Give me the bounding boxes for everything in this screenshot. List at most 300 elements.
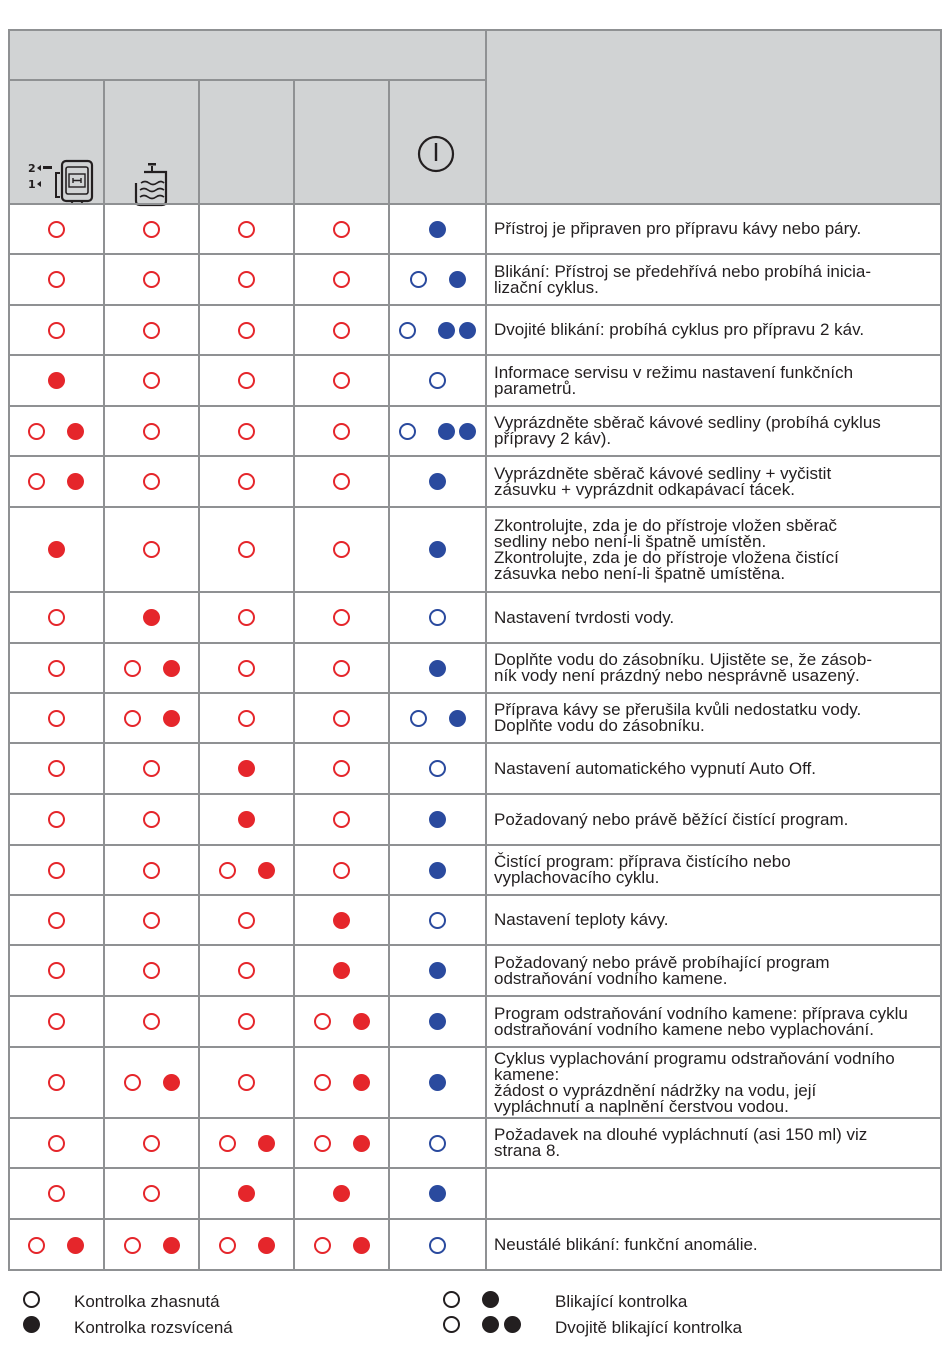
indicator-off bbox=[333, 322, 350, 339]
row-divider bbox=[8, 1117, 942, 1119]
indicator-lit bbox=[438, 423, 455, 440]
table-row bbox=[8, 643, 942, 693]
row-description bbox=[494, 592, 940, 643]
double-lit-pair bbox=[438, 423, 476, 440]
indicator-cell-power bbox=[389, 1168, 486, 1219]
indicator-off bbox=[143, 912, 160, 929]
indicator-cell-col3 bbox=[199, 996, 294, 1047]
indicator-off bbox=[143, 221, 160, 238]
row-description-text: Cyklus vyplachování programu odstraňování vodního kamene: žádost o vyprázdnění nádržky na vodu, její vypláchnutí a naplnění čerstvou vodou. bbox=[494, 1048, 895, 1116]
indicator-off bbox=[333, 862, 350, 879]
indicator-cell-col3 bbox=[199, 743, 294, 794]
indicator-off bbox=[238, 962, 255, 979]
indicator-off bbox=[314, 1135, 331, 1152]
indicator-state bbox=[48, 811, 65, 828]
column-divider bbox=[293, 79, 295, 1271]
indicator-state bbox=[429, 372, 446, 389]
indicator-state bbox=[429, 862, 446, 879]
indicator-off bbox=[219, 1237, 236, 1254]
row-description-text: Neustálé blikání: funkční anomálie. bbox=[494, 1235, 758, 1254]
indicator-off bbox=[48, 760, 65, 777]
indicator-state bbox=[399, 423, 476, 440]
indicator-state bbox=[143, 912, 160, 929]
indicator-state bbox=[48, 322, 65, 339]
row-description bbox=[494, 456, 940, 507]
indicator-state bbox=[238, 1185, 255, 1202]
indicator-off bbox=[143, 760, 160, 777]
border-top bbox=[8, 29, 942, 31]
row-description bbox=[494, 1168, 940, 1219]
indicator-off bbox=[28, 1237, 45, 1254]
indicator-cell-col4 bbox=[294, 794, 389, 845]
indicator-cell-power bbox=[389, 794, 486, 845]
indicator-cell-tank bbox=[104, 1047, 199, 1118]
indicator-lit bbox=[238, 1185, 255, 1202]
indicator-cell-filter bbox=[8, 305, 104, 355]
indicator-cell-filter bbox=[8, 996, 104, 1047]
indicator-state bbox=[143, 271, 160, 288]
indicator-cell-power bbox=[389, 693, 486, 743]
indicator-lit bbox=[163, 1074, 180, 1091]
row-divider bbox=[8, 944, 942, 946]
indicator-state bbox=[429, 1135, 446, 1152]
indicator-state bbox=[219, 1135, 275, 1152]
column-divider bbox=[388, 79, 390, 1271]
double-lit-pair bbox=[438, 322, 476, 339]
indicator-cell-col3 bbox=[199, 1168, 294, 1219]
row-divider bbox=[8, 304, 942, 306]
indicator-state bbox=[48, 760, 65, 777]
indicator-cell-tank bbox=[104, 592, 199, 643]
indicator-state bbox=[143, 322, 160, 339]
indicator-state bbox=[238, 912, 255, 929]
row-description bbox=[494, 643, 940, 693]
indicator-off bbox=[238, 322, 255, 339]
row-divider bbox=[8, 354, 942, 356]
indicator-state bbox=[143, 372, 160, 389]
indicator-off bbox=[314, 1013, 331, 1030]
indicator-state bbox=[48, 660, 65, 677]
indicator-cell-col3 bbox=[199, 305, 294, 355]
legend bbox=[0, 1284, 950, 1354]
indicator-cell-power bbox=[389, 592, 486, 643]
indicator-off bbox=[124, 710, 141, 727]
indicator-cell-col4 bbox=[294, 305, 389, 355]
indicator-off bbox=[333, 609, 350, 626]
indicator-lit bbox=[163, 710, 180, 727]
row-description bbox=[494, 895, 940, 945]
indicator-state bbox=[429, 811, 446, 828]
indicator-state bbox=[238, 322, 255, 339]
indicator-off bbox=[143, 1185, 160, 1202]
indicator-off bbox=[219, 862, 236, 879]
row-description bbox=[494, 204, 940, 254]
legend-double-blink-label: Dvojitě blikající kontrolka bbox=[555, 1318, 743, 1337]
indicator-off bbox=[238, 541, 255, 558]
indicator-off bbox=[143, 811, 160, 828]
header-split bbox=[8, 79, 486, 81]
row-description-text: Nastavení teploty kávy. bbox=[494, 910, 669, 929]
indicator-off bbox=[238, 1074, 255, 1091]
indicator-cell-col3 bbox=[199, 592, 294, 643]
indicator-off bbox=[238, 912, 255, 929]
indicator-state bbox=[238, 760, 255, 777]
indicator-cell-col4 bbox=[294, 254, 389, 305]
indicator-lit bbox=[48, 372, 65, 389]
indicator-state bbox=[238, 423, 255, 440]
indicator-state bbox=[238, 660, 255, 677]
indicator-off bbox=[333, 811, 350, 828]
indicator-state bbox=[429, 912, 446, 929]
indicator-state bbox=[143, 1135, 160, 1152]
indicator-cell-col4 bbox=[294, 406, 389, 456]
row-description-text: Čistící program: příprava čistícího nebo vyplachovacího cyklu. bbox=[494, 852, 791, 887]
table-row bbox=[8, 456, 942, 507]
indicator-off bbox=[238, 372, 255, 389]
indicator-cell-col3 bbox=[199, 845, 294, 895]
indicator-state bbox=[143, 962, 160, 979]
indicator-cell-power bbox=[389, 507, 486, 592]
indicator-state bbox=[124, 710, 180, 727]
indicator-lit bbox=[429, 811, 446, 828]
indicator-state bbox=[333, 322, 350, 339]
border-right bbox=[940, 29, 942, 1271]
indicator-off bbox=[429, 912, 446, 929]
indicator-off bbox=[48, 1135, 65, 1152]
indicator-lit bbox=[429, 1074, 446, 1091]
indicator-state bbox=[219, 862, 275, 879]
indicator-off bbox=[143, 1013, 160, 1030]
indicator-off bbox=[143, 423, 160, 440]
indicator-cell-power bbox=[389, 1047, 486, 1118]
indicator-state bbox=[143, 221, 160, 238]
indicator-cell-tank bbox=[104, 643, 199, 693]
indicator-state bbox=[28, 423, 84, 440]
indicator-off bbox=[143, 1135, 160, 1152]
legend-on-symbol bbox=[23, 1316, 40, 1333]
indicator-state bbox=[333, 760, 350, 777]
indicator-off bbox=[48, 1013, 65, 1030]
indicator-cell-power bbox=[389, 305, 486, 355]
indicator-off bbox=[48, 660, 65, 677]
indicator-state bbox=[429, 962, 446, 979]
indicator-state bbox=[429, 760, 446, 777]
indicator-cell-tank bbox=[104, 1219, 199, 1271]
indicator-cell-power bbox=[389, 743, 486, 794]
indicator-off bbox=[48, 912, 65, 929]
indicator-state bbox=[238, 473, 255, 490]
indicator-state bbox=[143, 862, 160, 879]
indicator-cell-col3 bbox=[199, 204, 294, 254]
indicator-cell-col4 bbox=[294, 945, 389, 996]
indicator-off bbox=[238, 271, 255, 288]
indicator-cell-power bbox=[389, 456, 486, 507]
table-row bbox=[8, 507, 942, 592]
indicator-cell-col3 bbox=[199, 406, 294, 456]
indicator-off bbox=[48, 962, 65, 979]
indicator-cell-col4 bbox=[294, 743, 389, 794]
indicator-state bbox=[429, 1074, 446, 1091]
indicator-cell-tank bbox=[104, 1168, 199, 1219]
indicator-state bbox=[333, 710, 350, 727]
indicator-cell-col4 bbox=[294, 1168, 389, 1219]
legend-blink-symbol bbox=[443, 1291, 499, 1308]
indicator-state bbox=[429, 1013, 446, 1030]
indicator-state bbox=[314, 1135, 370, 1152]
indicator-cell-filter bbox=[8, 1219, 104, 1271]
legend-blink-label: Blikající kontrolka bbox=[555, 1292, 688, 1311]
row-description-text: Program odstraňování vodního kamene: příprava cyklu odstraňování vodního kamene nebo vyplachování. bbox=[494, 1003, 908, 1039]
row-divider bbox=[8, 995, 942, 997]
indicator-off bbox=[429, 609, 446, 626]
indicator-off bbox=[219, 1135, 236, 1152]
row-divider bbox=[8, 1046, 942, 1048]
indicator-table bbox=[8, 29, 942, 1271]
indicator-cell-tank bbox=[104, 693, 199, 743]
indicator-cell-power bbox=[389, 945, 486, 996]
indicator-lit bbox=[353, 1013, 370, 1030]
table-row bbox=[8, 254, 942, 305]
indicator-off bbox=[333, 221, 350, 238]
indicator-cell-tank bbox=[104, 1118, 199, 1168]
indicator-cell-filter bbox=[8, 845, 104, 895]
indicator-off bbox=[333, 473, 350, 490]
table-row bbox=[8, 945, 942, 996]
indicator-off bbox=[399, 423, 416, 440]
indicator-state bbox=[429, 609, 446, 626]
row-description-text: Informace servisu v režimu nastavení funkčních parametrů. bbox=[494, 362, 854, 398]
indicator-cell-col4 bbox=[294, 996, 389, 1047]
indicator-state bbox=[238, 1074, 255, 1091]
indicator-off bbox=[410, 271, 427, 288]
table-row bbox=[8, 1047, 942, 1118]
row-description bbox=[494, 305, 940, 355]
indicator-state bbox=[48, 372, 65, 389]
indicator-state bbox=[238, 710, 255, 727]
row-description bbox=[494, 945, 940, 996]
indicator-off bbox=[333, 541, 350, 558]
indicator-cell-col4 bbox=[294, 355, 389, 406]
indicator-off bbox=[429, 760, 446, 777]
row-description-text: Vyprázdněte sběrač kávové sedliny (probíhá cyklus přípravy 2 káv). bbox=[494, 413, 881, 448]
indicator-state bbox=[143, 1013, 160, 1030]
indicator-cell-col3 bbox=[199, 1118, 294, 1168]
row-description bbox=[494, 996, 940, 1047]
indicator-off bbox=[48, 322, 65, 339]
row-description-text: Doplňte vodu do zásobníku. Ujistěte se, že zásob- ník vody není prázdný nebo nesprávně usazený. bbox=[494, 650, 872, 685]
row-divider bbox=[8, 591, 942, 593]
indicator-cell-power bbox=[389, 254, 486, 305]
row-description bbox=[494, 355, 940, 406]
indicator-state bbox=[333, 962, 350, 979]
indicator-off bbox=[28, 423, 45, 440]
row-description-text: Dvojité blikání: probíhá cyklus pro přípravu 2 káv. bbox=[494, 320, 865, 339]
indicator-off bbox=[238, 221, 255, 238]
indicator-cell-col3 bbox=[199, 945, 294, 996]
indicator-state bbox=[314, 1237, 370, 1254]
indicator-cell-power bbox=[389, 406, 486, 456]
indicator-cell-col3 bbox=[199, 254, 294, 305]
indicator-state bbox=[333, 1185, 350, 1202]
indicator-state bbox=[410, 271, 466, 288]
indicator-off bbox=[48, 710, 65, 727]
indicator-off bbox=[410, 710, 427, 727]
indicator-off bbox=[238, 423, 255, 440]
indicator-lit bbox=[67, 473, 84, 490]
indicator-cell-col4 bbox=[294, 895, 389, 945]
indicator-off bbox=[429, 1237, 446, 1254]
row-divider bbox=[8, 506, 942, 508]
indicator-lit bbox=[238, 760, 255, 777]
indicator-lit bbox=[429, 1013, 446, 1030]
indicator-state bbox=[48, 962, 65, 979]
indicator-lit bbox=[238, 811, 255, 828]
row-description-text: Příprava kávy se přerušila kvůli nedostatku vody. Doplňte vodu do zásobníku. bbox=[494, 700, 862, 735]
table-row bbox=[8, 845, 942, 895]
indicator-state bbox=[429, 221, 446, 238]
indicator-state bbox=[48, 1135, 65, 1152]
row-description-text: Vyprázdněte sběrač kávové sedliny + vyčistit zásuvku + vyprázdnit odkapávací tácek. bbox=[494, 463, 832, 499]
row-description bbox=[494, 693, 940, 743]
indicator-lit bbox=[67, 1237, 84, 1254]
indicator-cell-col3 bbox=[199, 456, 294, 507]
indicator-state bbox=[333, 811, 350, 828]
indicator-state bbox=[429, 1185, 446, 1202]
indicator-off bbox=[238, 473, 255, 490]
indicator-cell-power bbox=[389, 895, 486, 945]
indicator-cell-tank bbox=[104, 204, 199, 254]
indicator-off bbox=[333, 423, 350, 440]
indicator-cell-tank bbox=[104, 794, 199, 845]
legend-off-label: Kontrolka zhasnutá bbox=[74, 1292, 220, 1311]
indicator-cell-tank bbox=[104, 305, 199, 355]
row-divider bbox=[8, 455, 942, 457]
indicator-state bbox=[333, 473, 350, 490]
legend-double-blink-symbol bbox=[443, 1316, 521, 1333]
row-description bbox=[494, 1047, 940, 1118]
indicator-lit bbox=[459, 423, 476, 440]
indicator-lit bbox=[429, 1185, 446, 1202]
indicator-state bbox=[143, 1185, 160, 1202]
indicator-state bbox=[48, 541, 65, 558]
indicator-off bbox=[238, 660, 255, 677]
indicator-lit bbox=[449, 271, 466, 288]
indicator-state bbox=[48, 609, 65, 626]
indicator-state bbox=[28, 1237, 84, 1254]
indicator-cell-col3 bbox=[199, 794, 294, 845]
indicator-cell-power bbox=[389, 204, 486, 254]
row-divider bbox=[8, 203, 942, 205]
indicator-cell-col4 bbox=[294, 456, 389, 507]
indicator-state bbox=[28, 473, 84, 490]
indicator-cell-tank bbox=[104, 355, 199, 406]
indicator-state bbox=[429, 660, 446, 677]
table-row bbox=[8, 1118, 942, 1168]
legend-on-label: Kontrolka rozsvícená bbox=[74, 1318, 233, 1337]
indicator-cell-tank bbox=[104, 895, 199, 945]
row-divider bbox=[8, 742, 942, 744]
indicator-cell-col3 bbox=[199, 895, 294, 945]
indicator-lit bbox=[459, 322, 476, 339]
row-description bbox=[494, 1219, 940, 1271]
indicator-state bbox=[333, 660, 350, 677]
indicator-state bbox=[333, 862, 350, 879]
indicator-cell-tank bbox=[104, 845, 199, 895]
indicator-cell-filter bbox=[8, 507, 104, 592]
indicator-cell-filter bbox=[8, 743, 104, 794]
indicator-off bbox=[333, 372, 350, 389]
indicator-off bbox=[143, 271, 160, 288]
row-divider bbox=[8, 642, 942, 644]
row-description bbox=[494, 743, 940, 794]
indicator-state bbox=[48, 221, 65, 238]
row-divider bbox=[8, 1167, 942, 1169]
indicator-state bbox=[238, 271, 255, 288]
indicator-cell-filter bbox=[8, 355, 104, 406]
indicator-off bbox=[333, 760, 350, 777]
table-row bbox=[8, 406, 942, 456]
row-divider bbox=[8, 253, 942, 255]
indicator-cell-col3 bbox=[199, 1047, 294, 1118]
indicator-lit bbox=[353, 1135, 370, 1152]
indicator-state bbox=[399, 322, 476, 339]
indicator-lit bbox=[163, 1237, 180, 1254]
indicator-cell-power bbox=[389, 996, 486, 1047]
row-divider bbox=[8, 894, 942, 896]
indicator-lit bbox=[163, 660, 180, 677]
filter-label-2: 2 bbox=[28, 162, 36, 175]
power-icon bbox=[416, 134, 456, 179]
indicator-off bbox=[143, 862, 160, 879]
legend-off-symbol bbox=[23, 1291, 40, 1308]
indicator-lit bbox=[429, 473, 446, 490]
row-description bbox=[494, 406, 940, 456]
indicator-state bbox=[48, 862, 65, 879]
indicator-state bbox=[143, 541, 160, 558]
indicator-state bbox=[238, 1013, 255, 1030]
indicator-lit bbox=[258, 862, 275, 879]
indicator-off bbox=[143, 541, 160, 558]
column-divider bbox=[103, 79, 105, 1271]
row-description bbox=[494, 1118, 940, 1168]
indicator-cell-filter bbox=[8, 945, 104, 996]
indicator-cell-power bbox=[389, 1118, 486, 1168]
indicator-off bbox=[48, 221, 65, 238]
indicator-cell-col4 bbox=[294, 592, 389, 643]
indicator-cell-col4 bbox=[294, 845, 389, 895]
indicator-lit bbox=[48, 541, 65, 558]
indicator-lit bbox=[67, 423, 84, 440]
row-description-text: Nastavení automatického vypnutí Auto Off. bbox=[494, 758, 816, 778]
indicator-state bbox=[333, 221, 350, 238]
indicator-state bbox=[124, 1074, 180, 1091]
row-divider bbox=[8, 405, 942, 407]
indicator-cell-col3 bbox=[199, 1219, 294, 1271]
table-row bbox=[8, 794, 942, 845]
indicator-off bbox=[399, 322, 416, 339]
indicator-cell-filter bbox=[8, 406, 104, 456]
indicator-off bbox=[124, 1074, 141, 1091]
indicator-cell-col3 bbox=[199, 693, 294, 743]
indicator-state bbox=[143, 423, 160, 440]
indicator-state bbox=[410, 710, 466, 727]
border-left bbox=[8, 29, 10, 1271]
indicator-off bbox=[48, 862, 65, 879]
indicator-state bbox=[238, 609, 255, 626]
table-row bbox=[8, 592, 942, 643]
indicator-state bbox=[238, 541, 255, 558]
table-row bbox=[8, 693, 942, 743]
